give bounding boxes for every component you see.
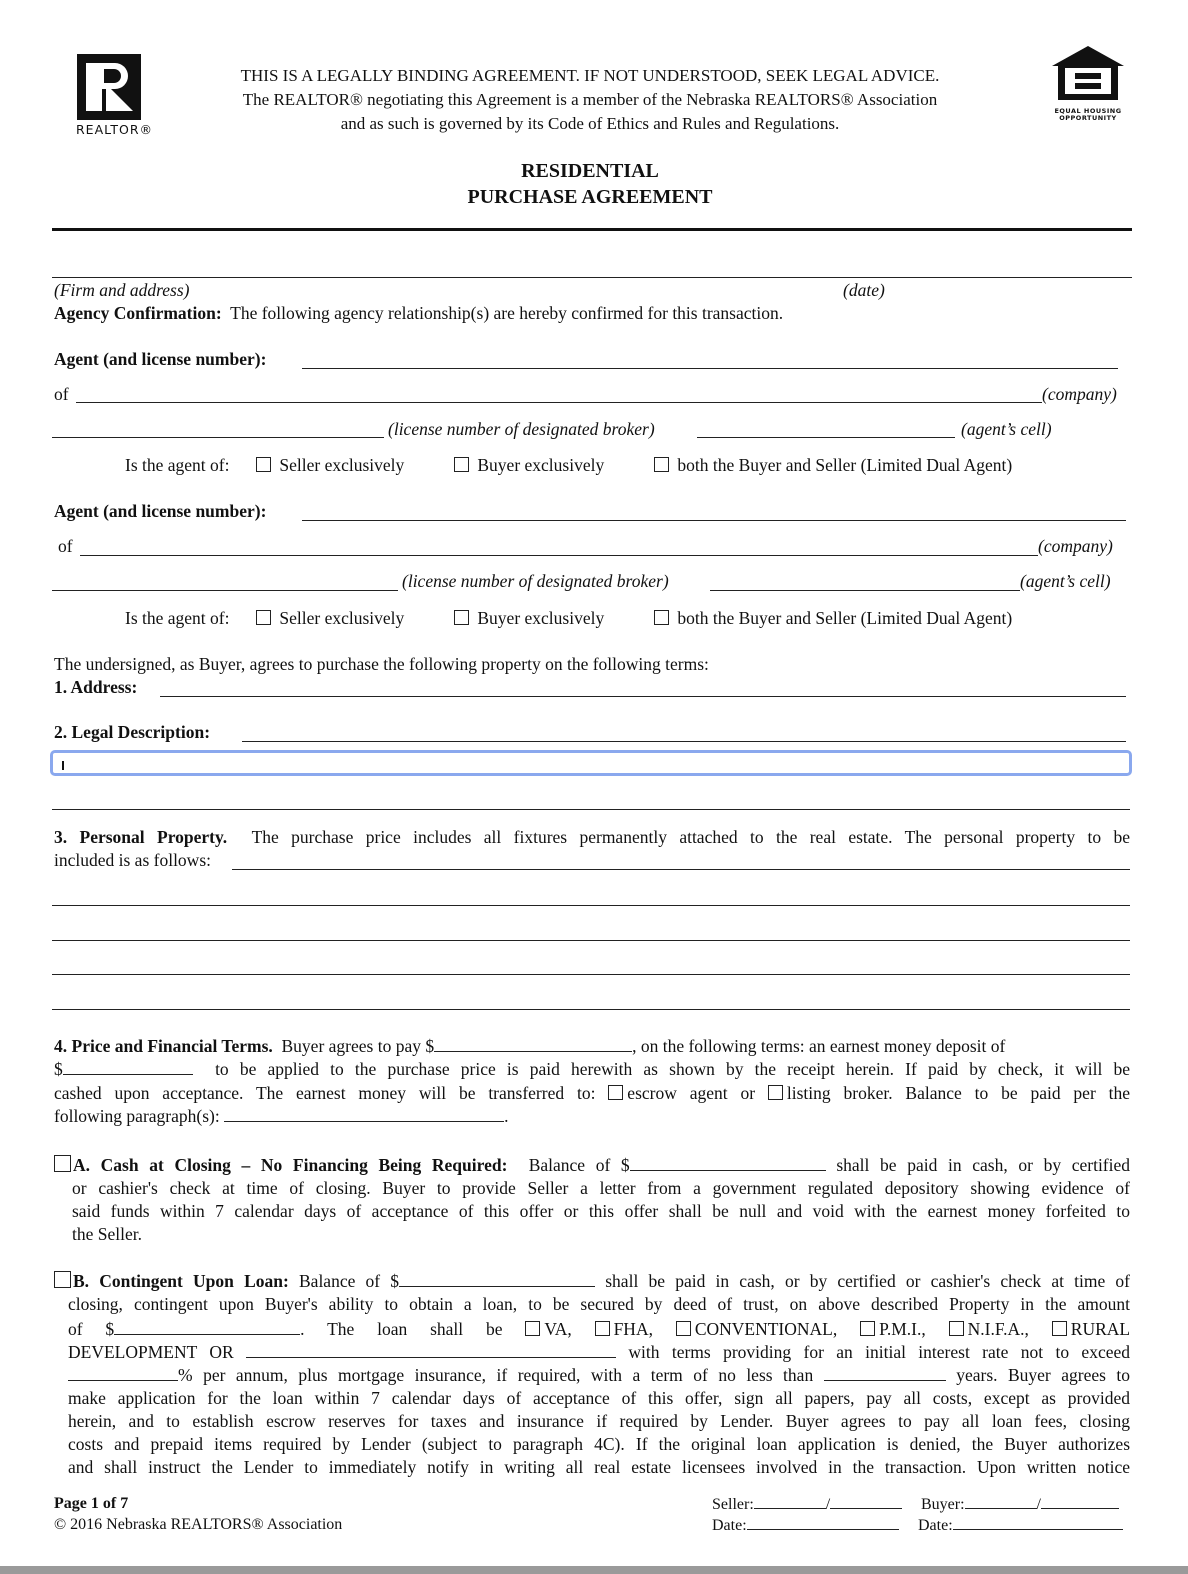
option-label: both the Buyer and Seller (Limited Dual Agent) bbox=[677, 455, 1013, 475]
realtor-r-icon bbox=[77, 54, 141, 120]
firm-address-field[interactable] bbox=[52, 277, 1132, 278]
buyer-date bbox=[918, 1516, 1123, 1535]
buyer-date-field[interactable] bbox=[953, 1516, 1123, 1530]
text: . The loan shall be bbox=[300, 1319, 503, 1339]
option-label: Seller exclusively bbox=[279, 608, 405, 628]
realtor-logo bbox=[77, 54, 141, 120]
loan-term-field[interactable] bbox=[824, 1366, 946, 1381]
price-terms-line1 bbox=[54, 1036, 1130, 1057]
seller-initials bbox=[712, 1495, 902, 1514]
personal-property-field-1[interactable] bbox=[232, 869, 1130, 870]
earnest-money-field[interactable] bbox=[63, 1060, 193, 1075]
date-label: Date: bbox=[918, 1517, 953, 1534]
loan-type-va-checkbox[interactable] bbox=[525, 1321, 540, 1336]
checkbox-icon[interactable] bbox=[654, 457, 669, 472]
price-terms-label: 4. Price and Financial Terms. bbox=[54, 1036, 273, 1056]
personal-property-field-4[interactable] bbox=[52, 974, 1130, 975]
loan-amount-field[interactable] bbox=[114, 1320, 300, 1335]
page-bottom-edge bbox=[0, 1566, 1188, 1574]
text: of $ bbox=[68, 1319, 115, 1339]
price-terms-line4 bbox=[54, 1106, 508, 1127]
text-cursor bbox=[62, 761, 64, 770]
agent2-cell-label: (agent’s cell) bbox=[1020, 571, 1111, 591]
agent1-option-buyer[interactable] bbox=[454, 455, 604, 476]
agent1-company-field[interactable] bbox=[76, 402, 1042, 403]
agent1-broker-license-field[interactable] bbox=[52, 437, 384, 438]
realtor-logo-text: REALTOR® bbox=[76, 122, 154, 137]
loan-type-conventional-checkbox[interactable] bbox=[676, 1321, 691, 1336]
agent1-option-dual[interactable] bbox=[654, 455, 1012, 476]
purchase-price-field[interactable] bbox=[434, 1037, 632, 1052]
equal-housing-icon bbox=[1048, 44, 1128, 102]
agent2-of-label: of bbox=[58, 536, 73, 556]
header-divider bbox=[52, 228, 1132, 231]
text: shall be paid in cash, or by certified or cashier's check at time of bbox=[605, 1271, 1131, 1291]
cash-at-closing-line3: said funds within 7 calendar days of acceptance of this offer or this offer shall be null and void with the earnest money forfeited to bbox=[72, 1201, 1130, 1221]
agent1-role bbox=[125, 455, 229, 476]
agent1-of-label: of bbox=[54, 384, 69, 404]
slash: / bbox=[1036, 1496, 1041, 1513]
text: Buyer agrees to pay $ bbox=[281, 1036, 435, 1056]
page-number: Page 1 of 7 bbox=[54, 1495, 129, 1512]
seller-initial-1-field[interactable] bbox=[754, 1495, 826, 1509]
legal-notice-line: and as such is governed by its Code of Ethics and Rules and Regulations. bbox=[340, 114, 840, 133]
personal-property-field-3[interactable] bbox=[52, 940, 1130, 941]
agent1-option-seller[interactable] bbox=[256, 455, 404, 476]
loan-type-label: CONVENTIONAL, bbox=[694, 1319, 838, 1339]
firm-label: (Firm and address) bbox=[54, 280, 190, 300]
agent1-field[interactable] bbox=[302, 368, 1118, 369]
buyer-initials bbox=[921, 1495, 1119, 1514]
loan-type-fha-checkbox[interactable] bbox=[595, 1321, 610, 1336]
loan-type-label: N.I.F.A., bbox=[967, 1319, 1029, 1339]
equal-housing-logo bbox=[1048, 44, 1128, 122]
listing-broker-checkbox[interactable] bbox=[768, 1085, 783, 1100]
agent1-company-label: (company) bbox=[1042, 384, 1117, 404]
personal-property-field-2[interactable] bbox=[52, 905, 1130, 906]
other-loan-type-field[interactable] bbox=[246, 1343, 616, 1358]
cash-balance-field[interactable] bbox=[630, 1156, 826, 1171]
loan-balance-field[interactable] bbox=[399, 1272, 595, 1287]
option-label: both the Buyer and Seller (Limited Dual Agent) bbox=[677, 608, 1013, 628]
loan-line6: make application for the loan within 7 calendar days of acceptance of this offer, sign all papers, pay all costs, except as provided bbox=[68, 1388, 1130, 1408]
text: following paragraph(s): bbox=[54, 1106, 220, 1126]
date-label: Date: bbox=[712, 1517, 747, 1534]
checkbox-icon[interactable] bbox=[454, 610, 469, 625]
loan-type-nifa-checkbox[interactable] bbox=[949, 1321, 964, 1336]
personal-property-text2: included is as follows: bbox=[54, 850, 211, 870]
loan-type-rural-checkbox[interactable] bbox=[1052, 1321, 1067, 1336]
checkbox-icon[interactable] bbox=[454, 457, 469, 472]
copyright: © 2016 Nebraska REALTORS® Association bbox=[54, 1516, 343, 1533]
text: Balance of $ bbox=[299, 1271, 400, 1291]
agent1-is-agent-of: Is the agent of: bbox=[125, 455, 230, 475]
address-field[interactable] bbox=[160, 696, 1126, 697]
loan-line1 bbox=[54, 1271, 1130, 1292]
agent2-broker-label: (license number of designated broker) bbox=[402, 571, 669, 591]
agent1-cell-field[interactable] bbox=[697, 437, 955, 438]
agent2-is-agent-of: Is the agent of: bbox=[125, 608, 230, 628]
cash-at-closing-line1 bbox=[54, 1155, 1130, 1176]
personal-property-field-5[interactable] bbox=[52, 1009, 1130, 1010]
personal-property-text1: The purchase price includes all fixtures permanently attached to the real estate. The personal property to be bbox=[251, 827, 1130, 847]
cash-at-closing-line2: or cashier's check at time of closing. Buyer to provide Seller a letter from a government regulated depository showing evidence of bbox=[72, 1178, 1130, 1198]
personal-property-label: 3. Personal Property. bbox=[54, 827, 228, 847]
agent1-cell-label: (agent’s cell) bbox=[961, 419, 1052, 439]
option-label: Buyer exclusively bbox=[477, 608, 605, 628]
legal-description-line-1[interactable] bbox=[242, 741, 1126, 742]
text: Balance of $ bbox=[528, 1155, 630, 1175]
text: to be applied to the purchase price is paid herewith as shown by the receipt herein. If paid by check, it will be bbox=[215, 1059, 1131, 1079]
cash-at-closing-label: A. Cash at Closing – No Financing Being Required: bbox=[73, 1155, 508, 1175]
loan-line8: costs and prepaid items required by Lender (subject to paragraph 4C). If the original loan application is denied, the Buyer authorizes bbox=[68, 1434, 1130, 1454]
loan-line4 bbox=[68, 1342, 1130, 1363]
option-label: Seller exclusively bbox=[279, 455, 405, 475]
seller-date-field[interactable] bbox=[747, 1516, 899, 1530]
legal-notice-line: THIS IS A LEGALLY BINDING AGREEMENT. IF NOT UNDERSTOOD, SEEK LEGAL ADVICE. bbox=[240, 66, 940, 85]
legal-notice-line: The REALTOR® negotiating this Agreement is a member of the Nebraska REALTORS® Association bbox=[242, 90, 938, 109]
loan-type-label: RURAL bbox=[1070, 1319, 1131, 1339]
agency-label: Agency Confirmation: bbox=[54, 303, 222, 323]
address-label: 1. Address: bbox=[54, 677, 138, 697]
title-line: RESIDENTIAL bbox=[521, 160, 659, 182]
agent1-label: Agent (and license number): bbox=[54, 349, 267, 369]
loan-line9: and shall instruct the Lender to immediately notify in writing all real estate licensees involved in the transaction. Upon written notice bbox=[68, 1457, 1130, 1477]
option-label: Buyer exclusively bbox=[477, 455, 605, 475]
agency-confirmation bbox=[54, 303, 783, 324]
seller-date bbox=[712, 1516, 899, 1535]
buyer-label: Buyer: bbox=[921, 1496, 965, 1513]
intro-text: The undersigned, as Buyer, agrees to purchase the following property on the following terms: bbox=[54, 654, 709, 674]
seller-initial-2-field[interactable] bbox=[830, 1495, 902, 1509]
agent2-option-seller[interactable] bbox=[256, 608, 404, 629]
paragraphs-field[interactable] bbox=[224, 1107, 504, 1122]
text: $ bbox=[54, 1059, 63, 1079]
seller-label: Seller: bbox=[712, 1496, 754, 1513]
text: , on the following terms: an earnest money deposit of bbox=[632, 1036, 1006, 1056]
price-terms-line3 bbox=[54, 1083, 1130, 1104]
buyer-initial-2-field[interactable] bbox=[1041, 1495, 1119, 1509]
text: DEVELOPMENT OR bbox=[68, 1342, 234, 1362]
agent2-role bbox=[125, 608, 229, 629]
contingent-loan-label: B. Contingent Upon Loan: bbox=[73, 1271, 289, 1291]
text: % per annum, plus mortgage insurance, if required, with a term of no less than bbox=[178, 1365, 814, 1385]
text: . bbox=[504, 1106, 509, 1126]
date-label: (date) bbox=[843, 280, 885, 300]
agent2-option-buyer[interactable] bbox=[454, 608, 604, 629]
agent2-cell-field[interactable] bbox=[710, 590, 1020, 591]
loan-line5 bbox=[68, 1365, 1130, 1386]
text: years. Buyer agrees to bbox=[956, 1365, 1131, 1385]
loan-type-label: P.M.I., bbox=[879, 1319, 926, 1339]
loan-type-label: VA, bbox=[544, 1319, 572, 1339]
legal-description-input[interactable] bbox=[50, 750, 1132, 776]
interest-rate-field[interactable] bbox=[68, 1366, 178, 1381]
loan-line2: closing, contingent upon Buyer's ability to obtain a loan, to be secured by deed of trust, on above described Property in the amount bbox=[68, 1294, 1130, 1314]
loan-line3 bbox=[68, 1319, 1130, 1340]
checkbox-icon[interactable] bbox=[256, 457, 271, 472]
loan-type-label: FHA, bbox=[613, 1319, 653, 1339]
text: listing broker. Balance to be paid per the bbox=[786, 1083, 1131, 1103]
cash-at-closing-line4: the Seller. bbox=[72, 1224, 142, 1244]
title-line: PURCHASE AGREEMENT bbox=[467, 186, 713, 208]
agent2-company-label: (company) bbox=[1038, 536, 1113, 556]
price-terms-line2 bbox=[54, 1059, 1130, 1080]
contingent-loan-checkbox[interactable] bbox=[54, 1271, 71, 1288]
text: shall be paid in cash, or by certified bbox=[836, 1155, 1131, 1175]
slash: / bbox=[825, 1496, 831, 1513]
legal-description-line-3[interactable] bbox=[52, 809, 1130, 810]
text: escrow agent or bbox=[627, 1083, 756, 1103]
agent2-broker-license-field[interactable] bbox=[52, 590, 398, 591]
escrow-agent-checkbox[interactable] bbox=[608, 1085, 623, 1100]
agent2-label: Agent (and license number): bbox=[54, 501, 267, 521]
cash-at-closing-checkbox[interactable] bbox=[54, 1155, 71, 1172]
agent2-option-dual[interactable] bbox=[654, 608, 1012, 629]
agent1-broker-label: (license number of designated broker) bbox=[388, 419, 655, 439]
checkbox-icon[interactable] bbox=[654, 610, 669, 625]
checkbox-icon[interactable] bbox=[256, 610, 271, 625]
personal-property-text bbox=[54, 827, 1130, 848]
buyer-initial-1-field[interactable] bbox=[965, 1495, 1037, 1509]
text: cashed upon acceptance. The earnest money will be transferred to: bbox=[54, 1083, 596, 1103]
page-title bbox=[380, 158, 800, 210]
legal-notice bbox=[180, 64, 1000, 136]
agent2-field[interactable] bbox=[302, 520, 1126, 521]
agent2-company-field[interactable] bbox=[80, 555, 1038, 556]
text: with terms providing for an initial interest rate not to exceed bbox=[628, 1342, 1131, 1362]
loan-line7: herein, and to establish escrow reserves for taxes and insurance if required by Lender. Buyer agrees to pay all loan fees, closing bbox=[68, 1411, 1130, 1431]
agency-text: The following agency relationship(s) are hereby confirmed for this transaction. bbox=[230, 303, 784, 323]
ehl-text: OPPORTUNITY bbox=[1059, 114, 1117, 122]
loan-type-pmi-checkbox[interactable] bbox=[860, 1321, 875, 1336]
ehl-text: EQUAL HOUSING bbox=[1054, 107, 1122, 115]
legal-description-label: 2. Legal Description: bbox=[54, 722, 211, 742]
